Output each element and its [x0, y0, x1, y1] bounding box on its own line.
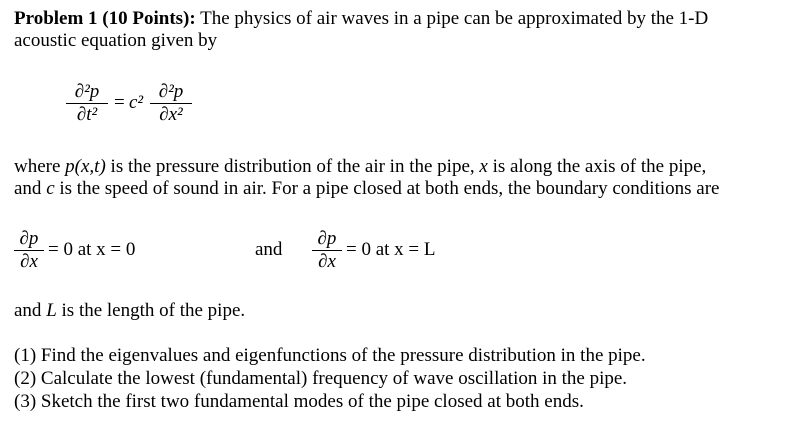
problem-intro-text: The physics of air waves in a pipe can be approximated by the 1-D — [195, 8, 709, 29]
bc-right-numerator: ∂p — [317, 228, 337, 249]
bc-left-fraction — [14, 229, 44, 272]
problem-intro-line-2: acoustic equation given by — [14, 30, 218, 51]
description-text: is along the axis of the pipe, — [487, 156, 707, 177]
problem-heading: Problem 1 (10 Points): — [14, 8, 196, 29]
wave-lhs-fraction — [66, 82, 108, 125]
description-line-2 — [14, 178, 720, 200]
wave-rhs-denominator: ∂x² — [159, 104, 183, 125]
description-text: is the speed of sound in air. For a pipe closed at both ends, the boundary conditions are — [54, 178, 720, 199]
description-text: and — [14, 178, 47, 199]
wave-lhs-denominator: ∂t² — [76, 104, 98, 125]
wave-rhs-numerator: ∂²p — [158, 81, 184, 102]
bc-right-condition: = 0 at x = L — [346, 239, 436, 260]
question-2: (2) Calculate the lowest (fundamental) frequency of wave oscillation in the pipe. — [14, 368, 628, 389]
question-3: (3) Sketch the first two fundamental modes of the pipe closed at both ends. — [14, 391, 584, 412]
variable-L: L — [46, 300, 57, 321]
wave-lhs-numerator: ∂²p — [74, 81, 100, 102]
description-text: where — [14, 156, 66, 177]
bc-right-fraction — [312, 229, 342, 272]
question-1: (1) Find the eigenvalues and eigenfunctions of the pressure distribution in the pipe. — [14, 345, 646, 366]
wave-rhs-fraction — [150, 82, 192, 125]
bc-and: and — [255, 239, 283, 260]
bc-right-denominator: ∂x — [318, 251, 336, 272]
problem-intro-line-1 — [14, 8, 708, 30]
bc-left-numerator: ∂p — [19, 228, 39, 249]
variable-c: c — [46, 178, 55, 199]
wave-coefficient: c² — [129, 92, 144, 113]
description-text: is the pressure distribution of the air in the pipe, — [105, 156, 480, 177]
length-note-text: and — [14, 300, 47, 321]
description-line-1 — [14, 156, 706, 178]
bc-left-condition: = 0 at x = 0 — [48, 239, 136, 260]
length-note-text: is the length of the pipe. — [56, 300, 246, 321]
bc-left-denominator: ∂x — [20, 251, 38, 272]
wave-equals: = — [114, 92, 125, 113]
pressure-function: p(x,t) — [65, 156, 106, 177]
variable-x: x — [479, 156, 488, 177]
length-note — [14, 300, 245, 322]
